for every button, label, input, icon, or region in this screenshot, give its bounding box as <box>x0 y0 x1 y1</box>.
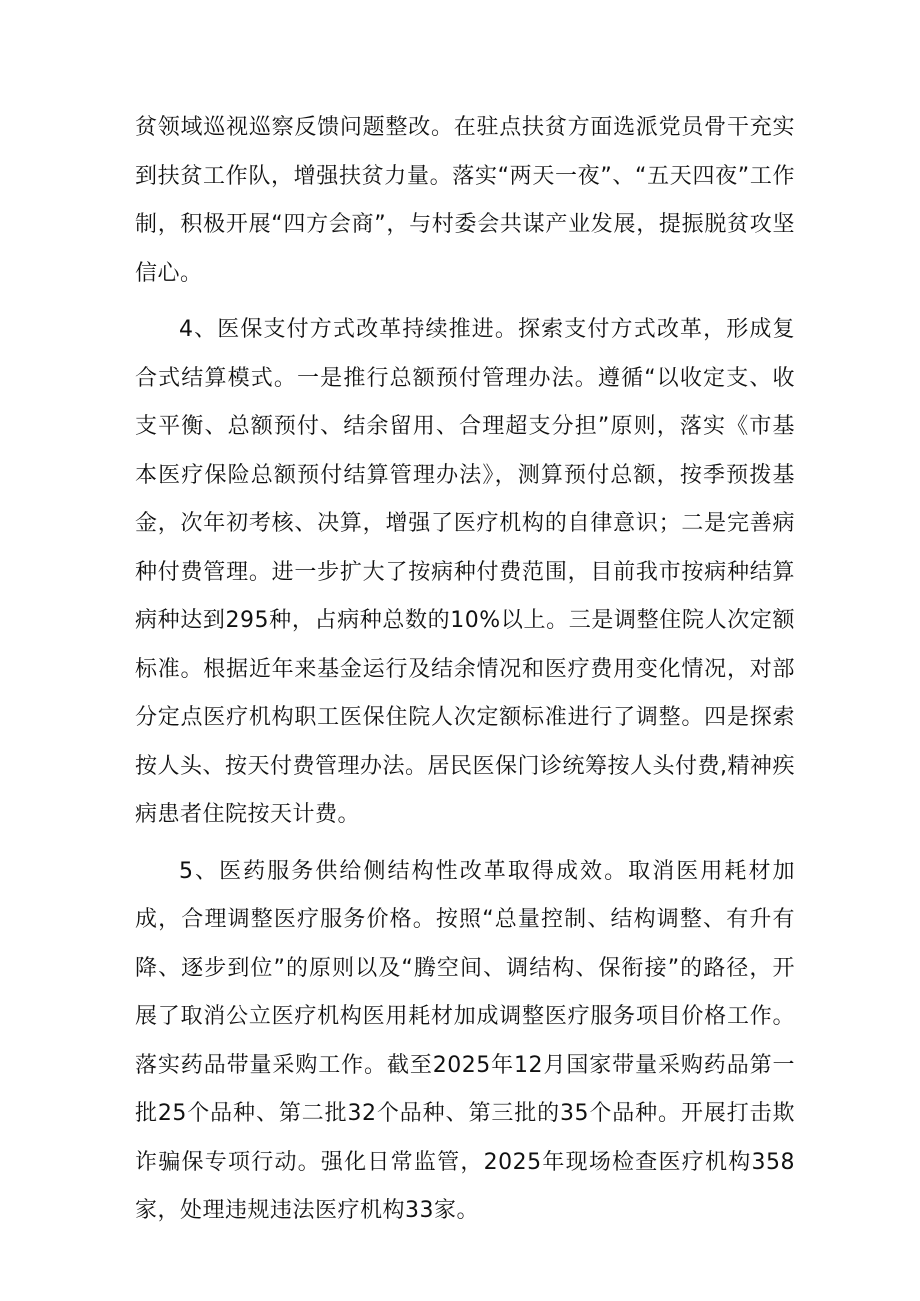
paragraph-continuation: 贫领域巡视巡察反馈问题整改。在驻点扶贫方面选派党员骨干充实到扶贫工作队，增强扶贫力量。落实“两天一夜”、“五天四夜”工作制，积极开展“四方会商”，与村委会共谋产业发展，提振脱贫攻坚信心。 <box>135 115 795 286</box>
document-body <box>135 104 795 1244</box>
paragraph-item-5: 5、医药服务供给侧结构性改革取得成效。取消医用耗材加成，合理调整医疗服务价格。按照“总量控制、结构调整、有升有降、逐步到位”的原则以及“腾空间、调结构、保衔接”的路径，开展了取消公立医疗机构医用耗材加成调整医疗服务项目价格工作。落实药品带量采购工作。截至2025年12月国家带量采购药品第一批25个品种、第二批32个品种、第三批的35个品种。开展打击欺诈骗保专项行动。强化日常监管，2025年现场检查医疗机构358家，处理违规违法医疗机构33家。 <box>135 858 795 1223</box>
paragraph-item-4: 4、医保支付方式改革持续推进。探索支付方式改革，形成复合式结算模式。一是推行总额预付管理办法。遵循“以收定支、收支平衡、总额预付、结余留用、合理超支分担”原则，落实《市基本医疗保险总额预付结算管理办法》，测算预付总额，按季预拨基金，次年初考核、决算，增强了医疗机构的自律意识；二是完善病种付费管理。进一步扩大了按病种付费范围，目前我市按病种结算病种达到295种，占病种总数的10%以上。三是调整住院人次定额标准。根据近年来基金运行及结余情况和医疗费用变化情况，对部分定点医疗机构职工医保住院人次定额标准进行了调整。四是探索按人头、按天付费管理办法。居民医保门诊统筹按人头付费,精神疾病患者住院按天计费。 <box>135 317 795 827</box>
